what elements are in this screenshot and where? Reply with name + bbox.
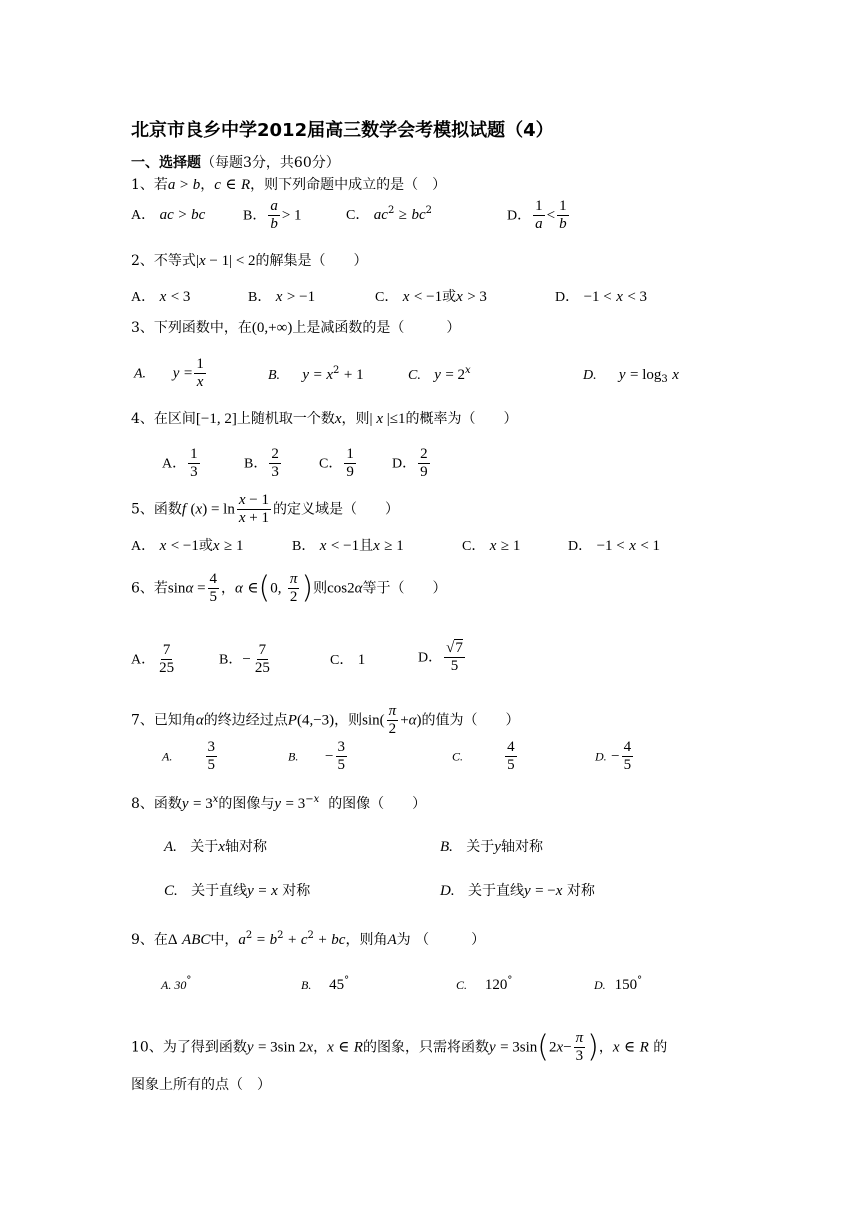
- q7-option-c: C. $\frac{4}{5}$: [452, 739, 515, 773]
- q6-option-d: D． $\frac{√7}{5}$: [418, 640, 463, 674]
- q1-option-c: C． $ac^2 \ge bc^2$: [346, 205, 433, 223]
- q4-stem: 4、在区间: [131, 411, 196, 427]
- q3-option-d: D. $y = \log_3 x$: [583, 367, 679, 385]
- question-1: 1、若a > b，c ∈ R，则下列命题中成立的是（ ）: [131, 177, 447, 193]
- q2-stem: 2、不等式: [131, 253, 196, 269]
- q5-b-and: 且: [359, 538, 374, 554]
- q10-mid: ，: [313, 1039, 328, 1056]
- q8-b-text2: 轴对称: [500, 839, 543, 855]
- q8-a-text2: 轴对称: [224, 839, 267, 855]
- question-10-line2: 图象上所有的点（ ）: [131, 1077, 271, 1093]
- question-5: 5、函数f (x) = ln $\frac{x - 1}{x + 1}$ 的定义域是（ ）: [131, 492, 399, 526]
- q8-tail: 的图像（ ）: [328, 796, 427, 812]
- q9-stem: 9、在: [131, 932, 168, 948]
- q4-mid2: ，则: [341, 411, 370, 427]
- q9-tail: 为 （ ）: [396, 932, 486, 948]
- q1-option-a: A． ac > bc: [131, 207, 206, 223]
- q10-mid2: 的图象，只需将函数: [362, 1039, 489, 1056]
- q4-option-c: C． $\frac{1}{9}$: [319, 446, 354, 480]
- q8-a-text: 关于: [190, 839, 219, 855]
- q9-option-b: B. 45°: [301, 975, 350, 993]
- q2-c-or: 或: [442, 289, 457, 305]
- q5-a-or: 或: [198, 538, 213, 554]
- q8-option-a: A. 关于x轴对称: [164, 839, 267, 855]
- q3-option-b: B. $y = x^2 + 1$: [268, 365, 364, 383]
- q3-option-a: A. y = $\frac{1}{x}$: [134, 356, 204, 390]
- q7-option-a: A. $\frac{3}{5}$: [162, 739, 215, 773]
- q5-tail: 的定义域是（ ）: [272, 501, 399, 518]
- q10-tail: 的: [653, 1039, 668, 1056]
- q6-tail: 则: [313, 580, 328, 597]
- q8-option-b: B. 关于y轴对称: [440, 839, 543, 855]
- q9-mid: 中，: [210, 932, 239, 948]
- section-note: （每题3分，共60分）: [201, 155, 340, 171]
- question-10: 10、为了得到函数y = 3sin 2x，x ∈ R的图象，只需将函数y = 3sin(2x− $\frac{\pi}{3}$ )，x ∈ R 的: [131, 1029, 668, 1065]
- question-8: 8、函数$y = 3^x$的图像与$y = 3^{-x}$ 的图像（ ）: [131, 794, 427, 812]
- q5-stem: 5、函数: [131, 501, 182, 518]
- section-label: 一、选择题: [131, 155, 201, 171]
- q3-stem: 3、下列函数中，在: [131, 320, 252, 336]
- q8-stem: 8、函数: [131, 796, 182, 812]
- q7-option-d: D. − $\frac{4}{5}$: [595, 739, 632, 773]
- question-7: 7、已知角α的终边经过点P(4,−3)，则sin( $\frac{\pi}{2}$ +α)的值为（ ）: [131, 703, 520, 737]
- q8-c-text2: 对称: [282, 883, 311, 899]
- q7-option-b: B. − $\frac{3}{5}$: [288, 739, 346, 773]
- q8-mid: 的图像与: [218, 796, 275, 812]
- q9-option-d: D. 150°: [594, 975, 643, 993]
- q8-option-d: D. 关于直线y = −x 对称: [440, 883, 595, 899]
- q1-stem: 1、若: [131, 177, 168, 193]
- q4-option-d: D． $\frac{2}{9}$: [392, 446, 428, 480]
- q4-option-b: B． $\frac{2}{3}$: [244, 446, 279, 480]
- q3-tail: 上是减函数的是（ ）: [292, 320, 461, 336]
- q5-option-b: B． x < −1且x ≥ 1: [292, 538, 404, 554]
- page-title: 北京市良乡中学2012届高三数学会考模拟试题（4）: [131, 120, 554, 141]
- q7-tail: 的值为（ ）: [421, 712, 520, 729]
- q9-option-a: A. 30°: [161, 975, 192, 992]
- q8-d-text: 关于直线: [467, 883, 524, 899]
- q8-c-text: 关于直线: [191, 883, 248, 899]
- q6-option-b: B．− $\frac{7}{25}$: [219, 642, 270, 676]
- q6-option-a: A． $\frac{7}{25}$: [131, 642, 175, 676]
- q2-option-d: D． −1 < x < 3: [555, 289, 648, 305]
- q4-option-a: A． $\frac{1}{3}$: [162, 446, 198, 480]
- q3-option-c: C. $y = 2^x$: [408, 365, 471, 383]
- q10-mid3: ，: [598, 1039, 613, 1056]
- q9-mid2: ，则角: [345, 932, 388, 948]
- q2-option-a: A． x < 3: [131, 289, 191, 305]
- q7-mid: 的终边经过点: [203, 712, 288, 729]
- q1-tail: ，则下列命题中成立的是（ ）: [250, 177, 447, 193]
- question-2: 2、不等式|x − 1| < 2的解集是（ ）: [131, 253, 368, 269]
- q7-stem: 7、已知角: [131, 712, 196, 729]
- q4-tail: 的概率为（ ）: [405, 411, 518, 427]
- q8-option-c: C. 关于直线y = x 对称: [164, 883, 311, 899]
- q6-stem: 6、若: [131, 580, 168, 597]
- q8-d-text2: 对称: [566, 883, 595, 899]
- q6-tail2: 等于（ ）: [362, 580, 447, 597]
- q5-option-c: C． x ≥ 1: [462, 538, 521, 554]
- question-4: 4、在区间[−1, 2]上随机取一个数x，则| x |≤1的概率为（ ）: [131, 411, 518, 427]
- question-9: 9、在Δ ABC中，$a^2 = b^2 + c^2$ + bc，则角A为 （ ）: [131, 930, 486, 948]
- q2-tail: 的解集是（ ）: [255, 253, 368, 269]
- q2-option-c: C． x < −1或x > 3: [375, 289, 487, 305]
- question-6: 6、若sinα = $\frac{4}{5}$ ，α ∈(0, $\frac{\pi}{2}$ )则cos2α等于（ ）: [131, 570, 447, 606]
- q7-mid2: ，则: [334, 712, 363, 729]
- q10-stem: 10、为了得到函数: [131, 1039, 247, 1056]
- q6-mid: ，: [221, 580, 236, 597]
- q1-option-b: B． $\frac{a}{b}$ > 1: [243, 198, 302, 232]
- q4-mid: 上随机取一个数: [236, 411, 335, 427]
- section-header: [131, 154, 340, 172]
- q6-option-c: C． 1: [330, 652, 366, 668]
- q9-option-c: C. 120°: [456, 975, 513, 993]
- q5-option-d: D． −1 < x < 1: [568, 538, 661, 554]
- question-3: 3、下列函数中，在(0,+∞)上是减函数的是（ ）: [131, 320, 461, 336]
- q8-b-text: 关于: [466, 839, 495, 855]
- q1-option-d: D． $\frac{1}{a}$ < $\frac{1}{b}$: [507, 198, 567, 232]
- q2-option-b: B． x > −1: [248, 289, 316, 305]
- q5-option-a: A． x < −1或x ≥ 1: [131, 538, 244, 554]
